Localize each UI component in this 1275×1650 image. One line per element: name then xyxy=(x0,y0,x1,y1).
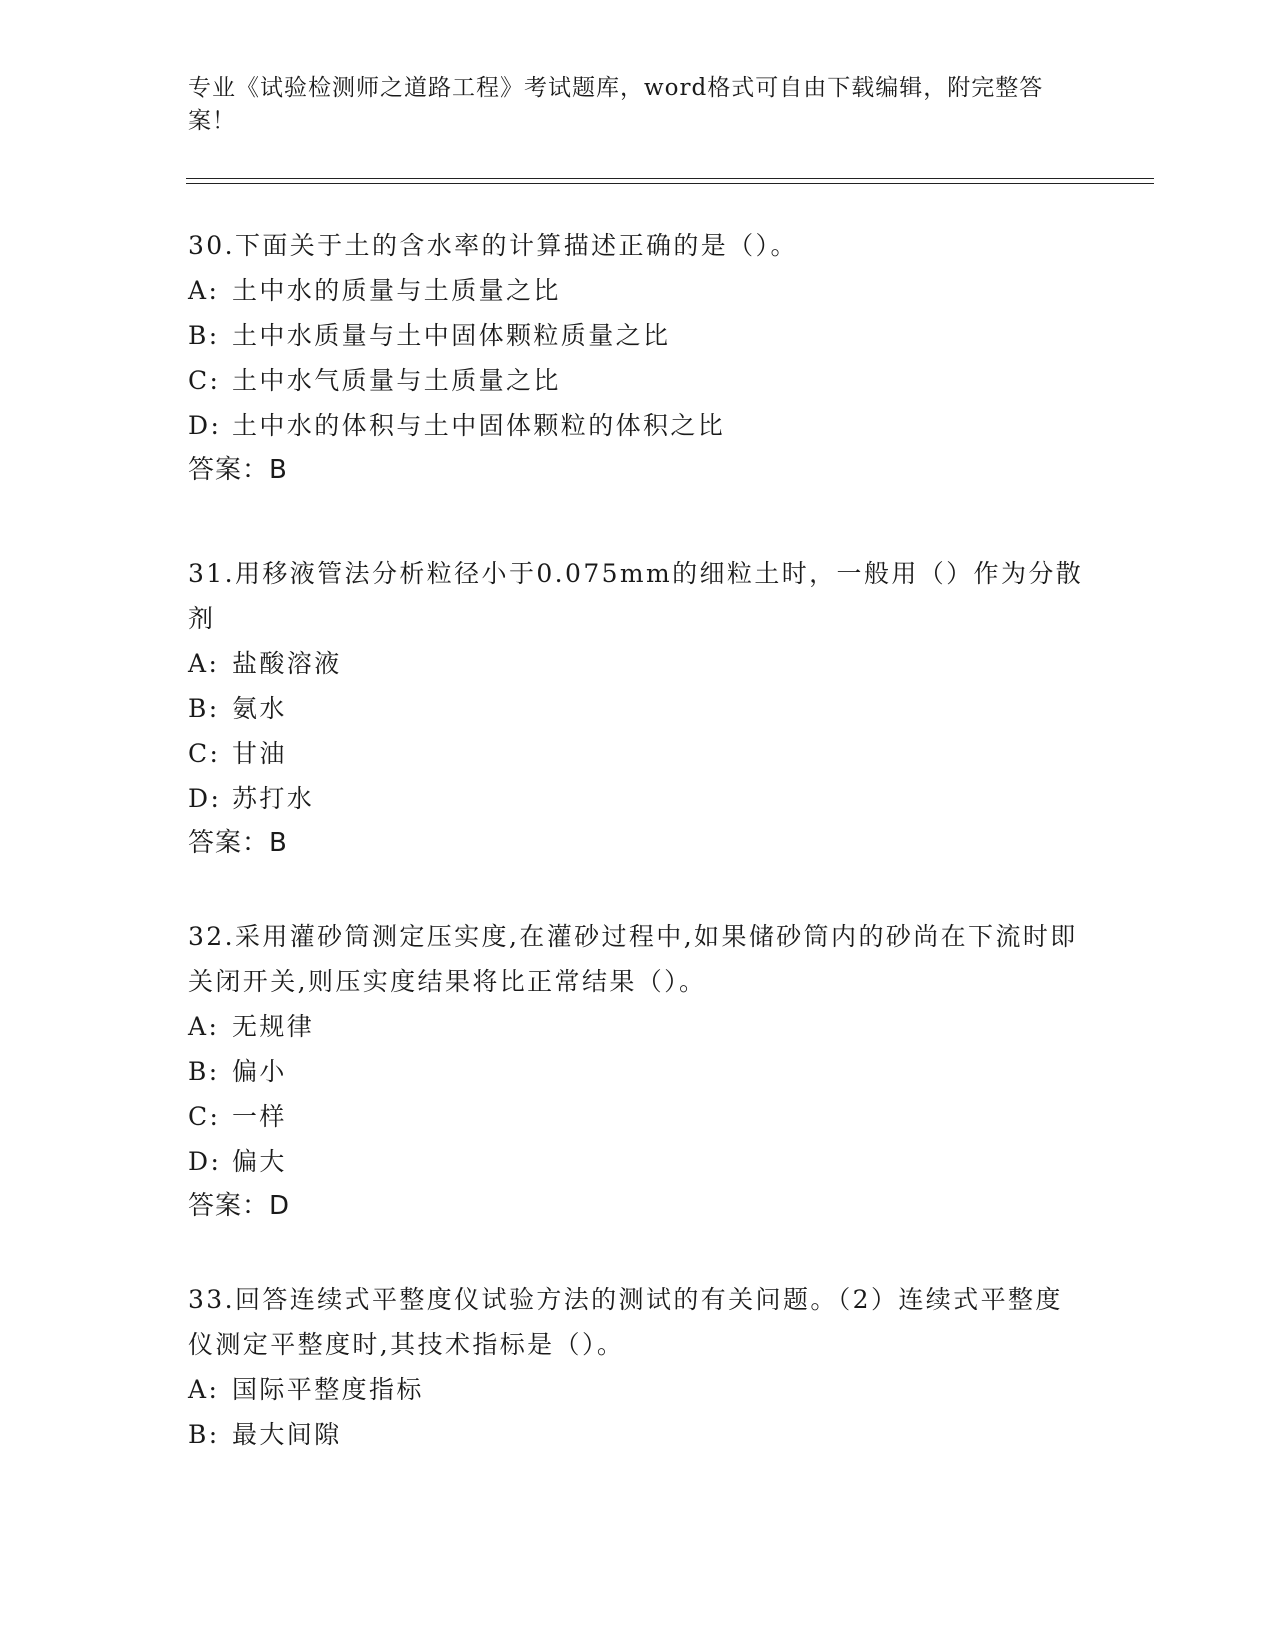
header-divider-top xyxy=(186,178,1154,179)
answer-line: 答案：D xyxy=(188,1191,291,1221)
option-text: 偏大 xyxy=(232,1147,287,1176)
question-stem: 31.用移液管法分析粒径小于0.075mm的细粒土时，一般用（）作为分散剂 xyxy=(188,559,1084,633)
option-text: 国际平整度指标 xyxy=(232,1375,424,1404)
option-text: 一样 xyxy=(232,1102,287,1131)
question-33 xyxy=(188,1277,1088,1457)
option-c xyxy=(188,731,1088,776)
option-a xyxy=(188,641,1088,686)
option-key: B: xyxy=(188,1420,220,1449)
option-key: D: xyxy=(188,784,222,813)
option-b xyxy=(188,1412,1088,1457)
option-text: 氨水 xyxy=(232,694,287,723)
question-stem: 33.回答连续式平整度仪试验方法的测试的有关问题。（2）连续式平整度仪测定平整度时,其技术指标是（）。 xyxy=(188,1285,1063,1359)
option-key: D: xyxy=(188,1147,222,1176)
option-key: C: xyxy=(188,739,221,768)
option-key: C: xyxy=(188,366,221,395)
option-key: D: xyxy=(188,411,222,440)
option-d xyxy=(188,776,1088,821)
question-stem: 32.采用灌砂筒测定压实度,在灌砂过程中,如果储砂筒内的砂尚在下流时即关闭开关,则压实度结果将比正常结果（）。 xyxy=(188,922,1078,996)
option-c xyxy=(188,1094,1088,1139)
option-text: 土中水质量与土中固体颗粒质量之比 xyxy=(232,321,671,350)
header-divider-bottom xyxy=(186,183,1154,184)
option-text: 偏小 xyxy=(232,1057,287,1086)
option-text: 土中水气质量与土质量之比 xyxy=(232,366,561,395)
option-key: A: xyxy=(188,1012,220,1041)
option-d xyxy=(188,1139,1088,1184)
option-a xyxy=(188,1004,1088,1049)
answer-line: 答案：B xyxy=(188,455,288,485)
option-key: B: xyxy=(188,694,220,723)
option-text: 甘油 xyxy=(232,739,287,768)
option-key: B: xyxy=(188,1057,220,1086)
option-text: 盐酸溶液 xyxy=(232,649,342,678)
option-text: 土中水的体积与土中固体颗粒的体积之比 xyxy=(232,411,726,440)
option-key: C: xyxy=(188,1102,221,1131)
question-32 xyxy=(188,914,1088,1229)
option-a xyxy=(188,1367,1088,1412)
option-b xyxy=(188,313,1088,358)
option-c xyxy=(188,358,1088,403)
option-text: 苏打水 xyxy=(232,784,315,813)
option-a xyxy=(188,268,1088,313)
document-header-text: 专业《试验检测师之道路工程》考试题库，word格式可自由下载编辑，附完整答案！ xyxy=(188,75,1044,134)
option-b xyxy=(188,1049,1088,1094)
option-key: A: xyxy=(188,649,220,678)
answer-line: 答案：B xyxy=(188,828,288,858)
option-key: B: xyxy=(188,321,220,350)
option-d xyxy=(188,403,1088,448)
option-b xyxy=(188,686,1088,731)
question-31 xyxy=(188,551,1088,866)
option-key: A: xyxy=(188,1375,220,1404)
question-stem: 30.下面关于土的含水率的计算描述正确的是（）。 xyxy=(188,231,798,260)
option-text: 无规律 xyxy=(232,1012,315,1041)
question-30 xyxy=(188,223,1088,493)
option-key: A: xyxy=(188,276,220,305)
option-text: 最大间隙 xyxy=(232,1420,342,1449)
option-text: 土中水的质量与土质量之比 xyxy=(232,276,561,305)
